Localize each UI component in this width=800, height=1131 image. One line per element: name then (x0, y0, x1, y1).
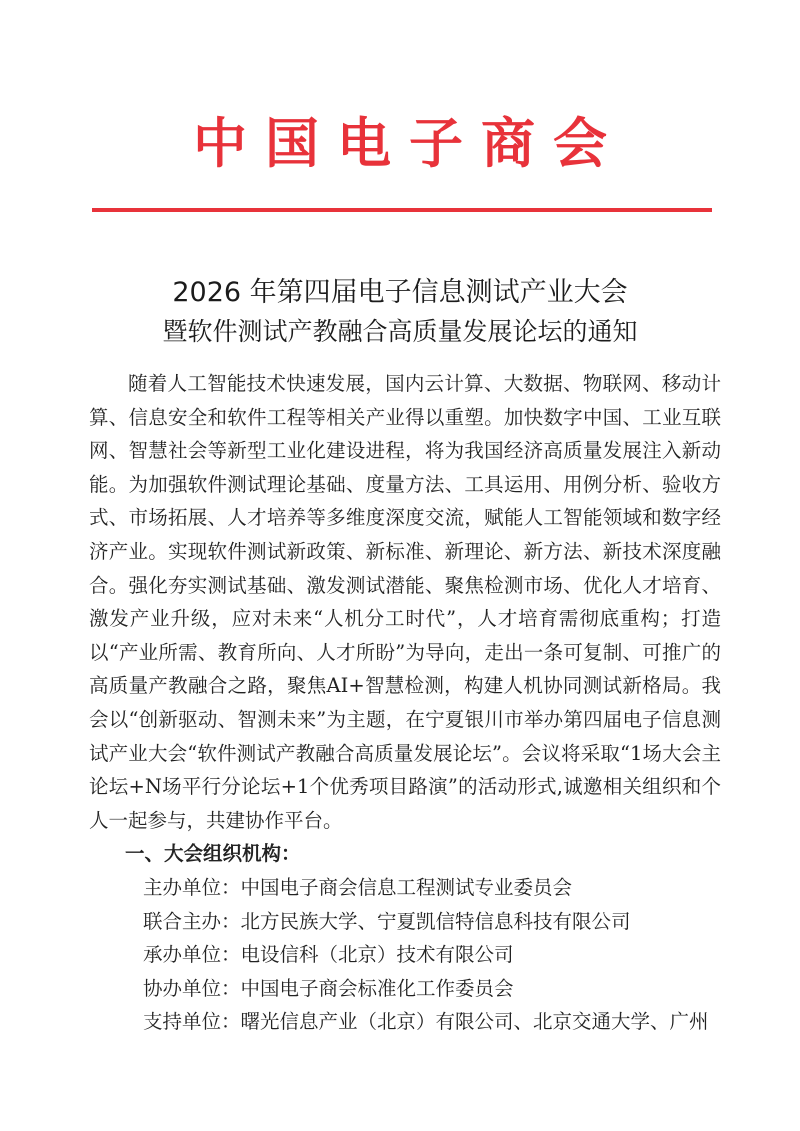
org-label: 主办单位： (143, 875, 241, 899)
org-item-co-organizer (89, 972, 721, 1006)
org-value: 北方民族大学、宁夏凯信特信息科技有限公司 (240, 909, 631, 933)
org-value: 中国电子商会信息工程测试专业委员会 (240, 875, 573, 899)
org-label: 支持单位： (143, 1010, 241, 1034)
org-item-organizer (89, 938, 721, 972)
notice-title-line2: 暨软件测试产教融合高质量发展论坛的通知 (162, 317, 638, 346)
intro-paragraph: 随着人工智能技术快速发展，国内云计算、大数据、物联网、移动计算、信息安全和软件工程等相关产业得以重塑。加快数字中国、工业互联网、智慧社会等新型工业化建设进程，将为我国经济高质量发展注入新动能。为加强软件测试理论基础、度量方法、工具运用、用例分析、验收方式、市场拓展、人才培养等多维度深度交流，赋能人工智能领域和数字经济产业。实现软件测试新政策、新标准、新理论、新方法、新技术深度融合。强化夯实测试基础、激发测试潜能、聚焦检测市场、优化人才培育、激发产业升级，应对未来“人机分工时代”，人才培育需彻底重构；打造以“产业所需、教育所向、人才所盼”为导向，走出一条可复制、可推广的高质量产教融合之路，聚焦AI+智慧检测，构建人机协同测试新格局。我会以“创新驱动、智测未来”为主题，在宁夏银川市举办第四届电子信息测试产业大会“软件测试产教融合高质量发展论坛”。会议将采取“1场大会主论坛+N场平行分论坛+1个优秀项目路演”的活动形式,诚邀相关组织和个人一起参与，共建协作平台。 (89, 372, 721, 832)
organization-list (89, 871, 721, 1039)
org-value: 电设信科（北京）技术有限公司 (240, 943, 514, 967)
org-item-host (89, 871, 721, 905)
org-label: 协办单位： (143, 976, 241, 1000)
org-label: 承办单位： (143, 943, 241, 967)
org-value: 中国电子商会标准化工作委员会 (240, 976, 514, 1000)
org-item-supporter (89, 1005, 721, 1039)
letterhead-red-rule (92, 208, 712, 212)
notice-body (89, 367, 721, 1039)
notice-title-line1: 2026 年第四届电子信息测试产业大会 (172, 277, 628, 308)
org-label: 联合主办： (143, 909, 241, 933)
section-heading-organization: 一、大会组织机构： (125, 842, 301, 866)
letterhead-org-name: 中国电子商会 (193, 111, 625, 175)
org-value: 曙光信息产业（北京）有限公司、北京交通大学、广州 (240, 1010, 709, 1034)
org-item-co-host (89, 905, 721, 939)
